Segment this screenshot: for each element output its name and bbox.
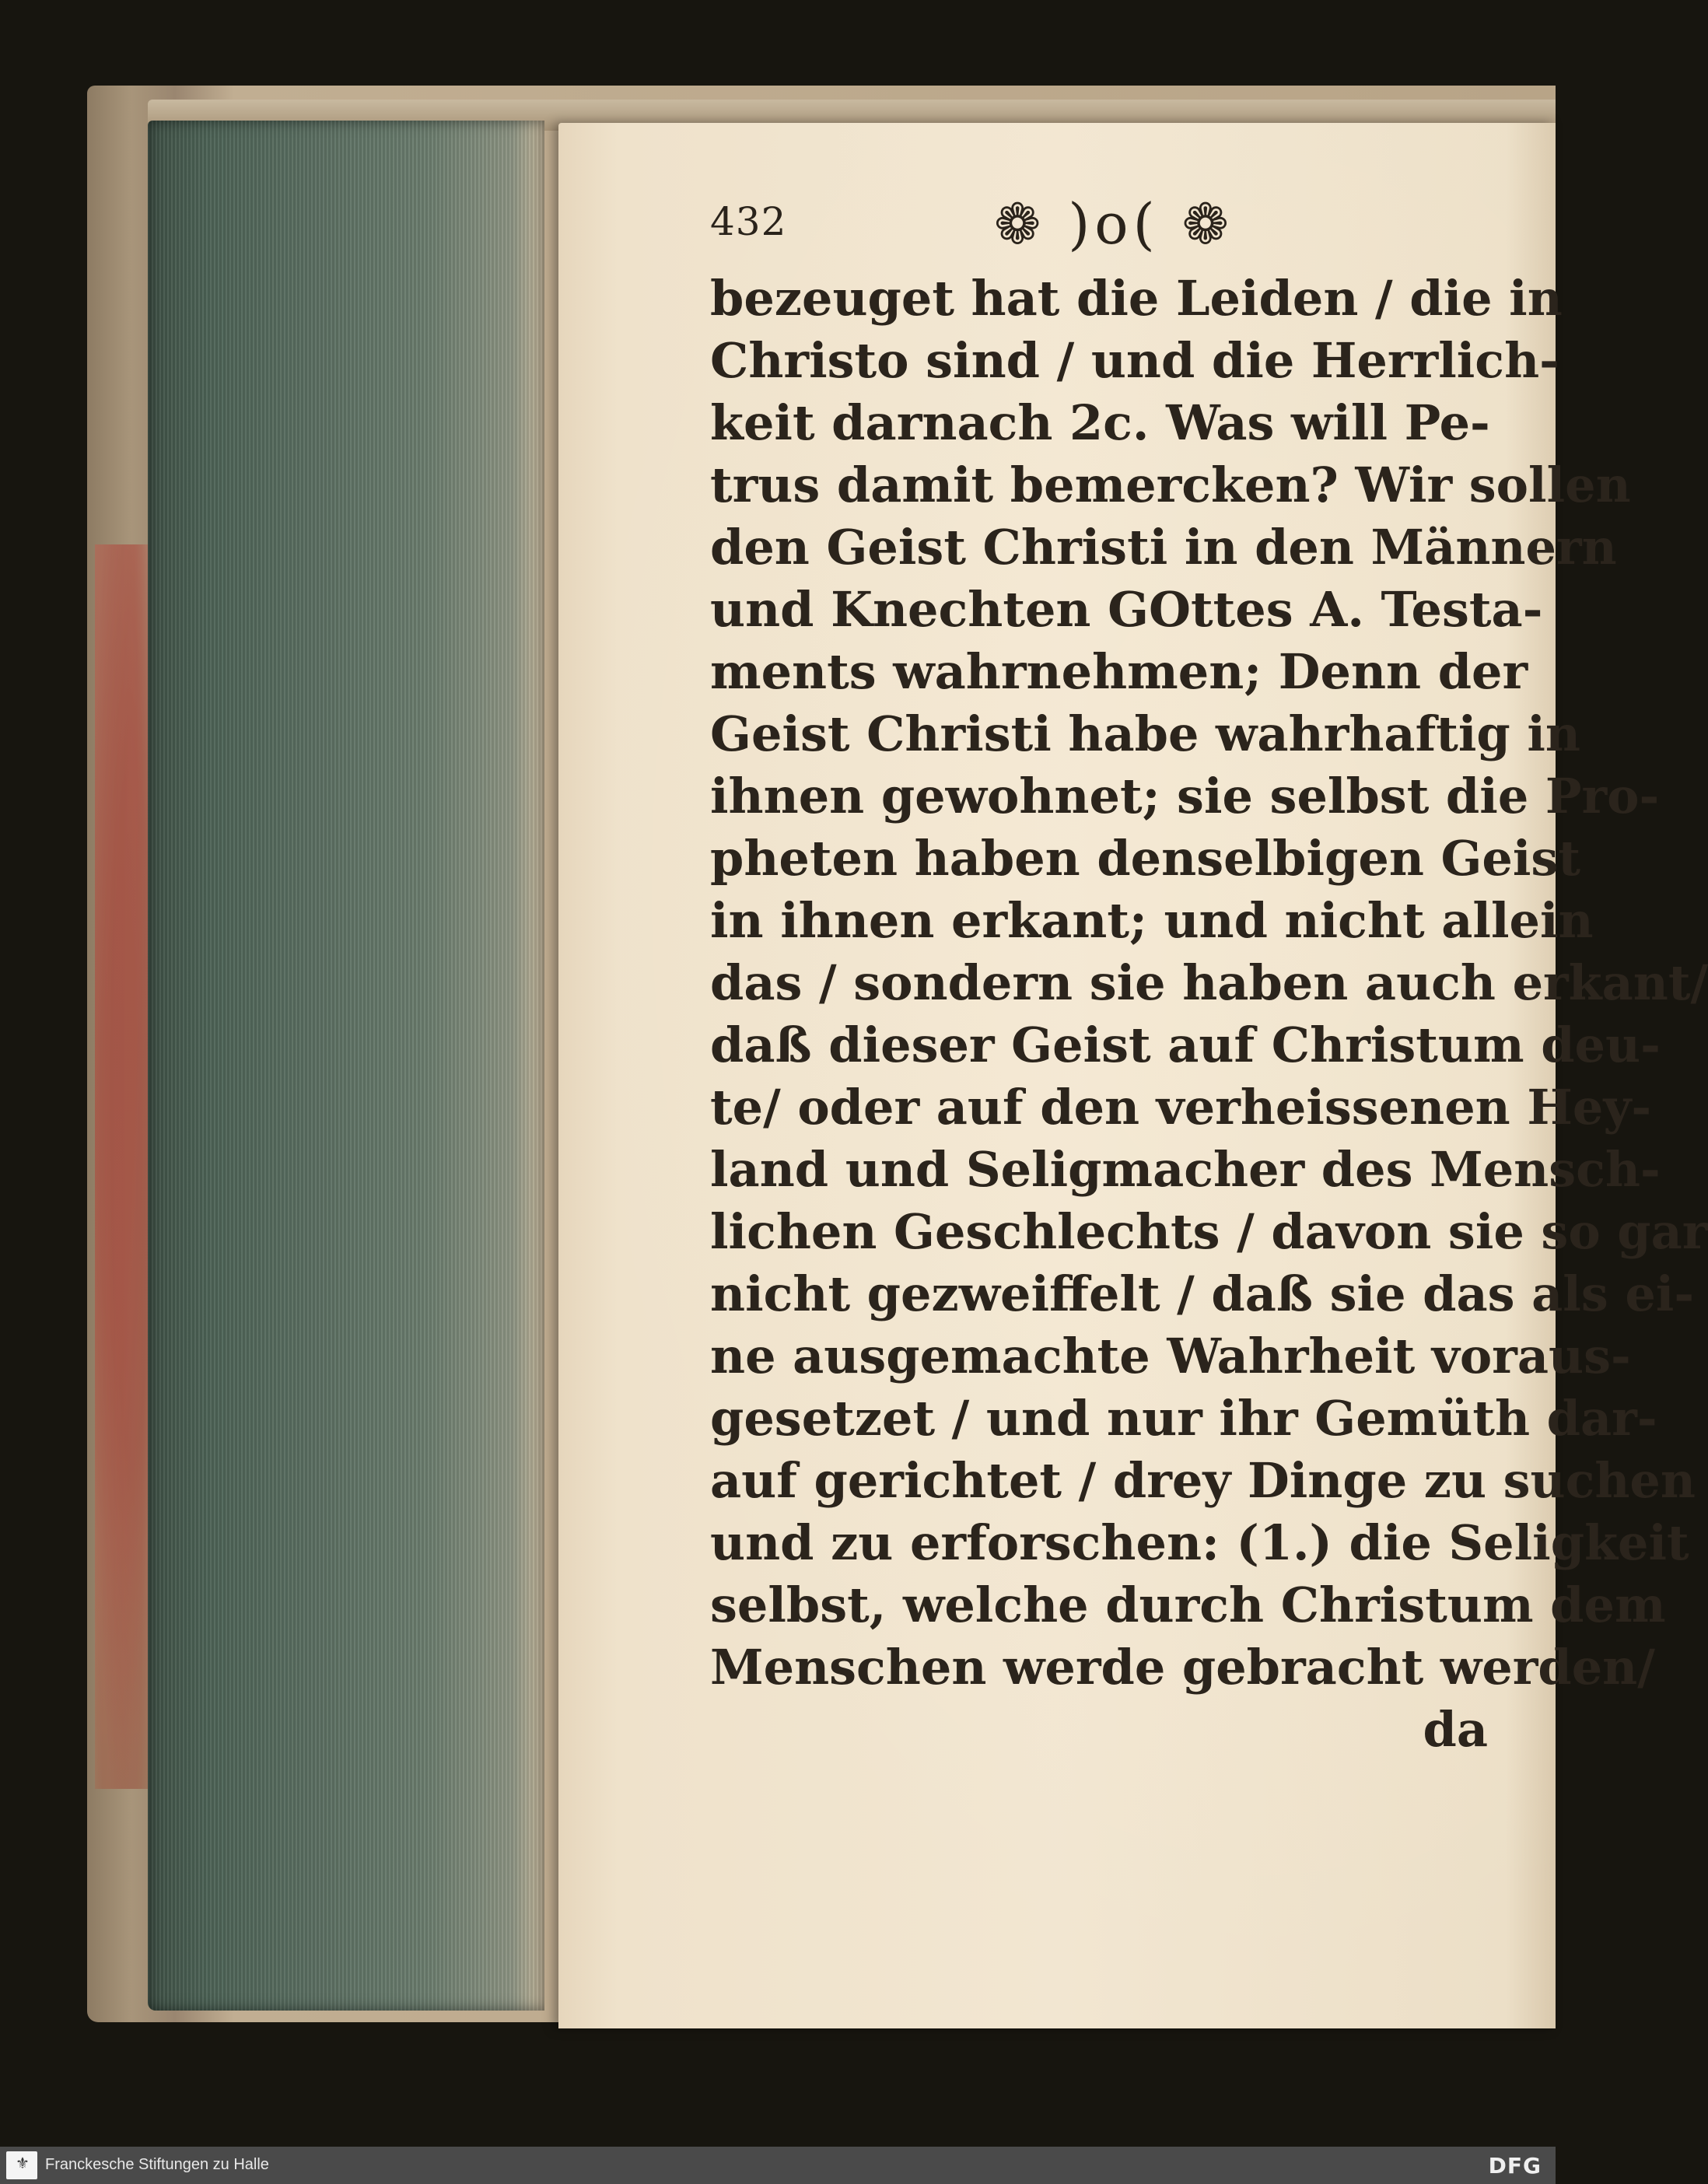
book-fore-edge — [148, 121, 544, 2011]
page-header — [710, 191, 1488, 261]
text-line: trus damit bemercken? Wir sollen — [710, 457, 1631, 513]
catchword: da — [1423, 1701, 1488, 1758]
text-line: bezeuget hat die Leiden / die in — [710, 270, 1563, 327]
text-line: ihnen gewohnet; sie selbst die Pro- — [710, 768, 1660, 824]
page-text — [710, 268, 1708, 1761]
text-line: in ihnen erkant; und nicht allein — [710, 892, 1594, 949]
text-line: und Knechten GOttes A. Testa- — [710, 581, 1543, 638]
text-line: auf gerichtet / drey Dinge zu suchen — [710, 1452, 1696, 1509]
text-line: ments wahrnehmen; Denn der — [710, 643, 1528, 700]
text-line: te/ oder auf den verheissenen Hey- — [710, 1079, 1652, 1136]
text-line: nicht gezweiffelt / daß sie das als ei- — [710, 1265, 1695, 1322]
text-line: Menschen werde gebracht werden/ — [710, 1639, 1655, 1696]
text-line: pheten haben denselbigen Geist — [710, 830, 1580, 887]
book-page — [558, 123, 1708, 2028]
library-emblem-icon: ⚜ — [6, 2151, 37, 2179]
text-line: Christo sind / und die Herrlich- — [710, 332, 1559, 389]
header-ornament: ❁ )o( ❁ — [994, 191, 1234, 257]
text-line: selbst, welche durch Christum dem — [710, 1577, 1666, 1633]
text-line: daß dieser Geist auf Christum deu- — [710, 1017, 1661, 1073]
text-line: land und Seligmacher des Mensch- — [710, 1141, 1661, 1198]
text-line: lichen Geschlechts / davon sie so gar — [710, 1203, 1708, 1260]
text-line: keit darnach 2c. Was will Pe- — [710, 394, 1490, 451]
text-line: und zu erforschen: (1.) die Seligkeit — [710, 1514, 1689, 1571]
text-line: den Geist Christi in den Männern — [710, 519, 1617, 576]
footer-bar — [0, 2147, 1556, 2184]
text-line: Geist Christi habe wahrhaftig in — [710, 705, 1580, 762]
dfg-logo: DFG — [1488, 2153, 1542, 2179]
footer-institution: Franckesche Stiftungen zu Halle — [45, 2156, 269, 2173]
page-number: 432 — [710, 199, 787, 244]
text-line: gesetzet / und nur ihr Gemüth dar- — [710, 1390, 1657, 1447]
text-line: ne ausgemachte Wahrheit voraus- — [710, 1328, 1631, 1384]
page-content — [710, 191, 1708, 1761]
text-line: das / sondern sie haben auch erkant/ — [710, 954, 1708, 1011]
